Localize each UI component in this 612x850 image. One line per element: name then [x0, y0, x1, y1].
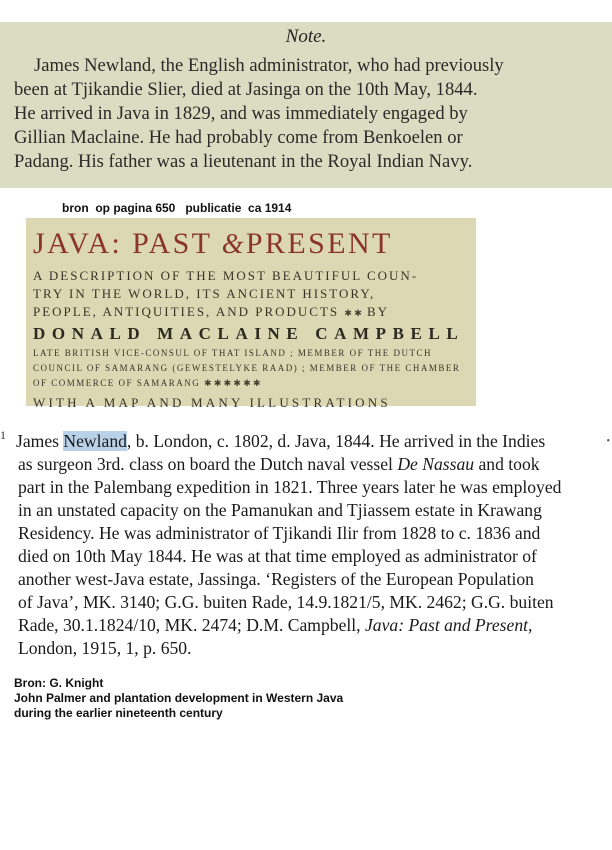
author-credentials-line — [33, 376, 468, 391]
book-description-line: A DESCRIPTION OF THE MOST BEAUTIFUL COUN- — [33, 268, 419, 283]
entry-name-prefix: James — [16, 431, 64, 451]
book-title-ampersand: & — [221, 229, 246, 260]
margin-dot-icon: • — [606, 436, 610, 447]
note-line: Gillian Maclaine. He had probably come from Benkoelen or — [14, 127, 463, 148]
ornament-icon: ✱ ✱ ✱ ✱ ✱ ✱ — [204, 378, 261, 388]
ship-name: De Nassau — [397, 454, 475, 474]
entry-line — [16, 430, 610, 453]
book-description-line: TRY IN THE WORLD, ITS ANCIENT HISTORY, — [33, 286, 376, 301]
entry-line: Residency. He was administrator of Tjikandi Ilir from 1828 to c. 1836 and — [18, 523, 541, 543]
entry-text: as surgeon 3rd. class on board the Dutch naval vessel — [18, 454, 398, 474]
entry-text: and took — [474, 454, 540, 474]
source-footer-line: John Palmer and plantation development in Western Java — [14, 691, 344, 705]
source-footer-line: Bron: G. Knight — [14, 676, 104, 690]
source-footer-line: during the earlier nineteenth century — [14, 706, 223, 720]
book-author: DONALD MACLAINE CAMPBELL — [33, 324, 465, 343]
entry-line: died on 10th May 1844. He was at that time employed as administrator of — [18, 546, 537, 566]
note-line: been at Tjikandie Slier, died at Jasinga on the 10th May, 1844. — [14, 79, 478, 100]
entry-text: Rade, 30.1.1824/10, MK. 2474; D.M. Campbell, — [18, 615, 365, 635]
book-description-text: PEOPLE, ANTIQUITIES, AND PRODUCTS — [33, 304, 340, 319]
book-title — [33, 228, 468, 261]
biographical-entry — [16, 430, 610, 660]
book-title-part1: JAVA: PAST — [33, 227, 222, 260]
entry-line: another west-Java estate, Jassinga. ‘Registers of the European Population — [18, 569, 534, 589]
entry-line: of Java’, MK. 3140; G.G. buiten Rade, 14.9.1821/5, MK. 2462; G.G. buiten — [18, 592, 554, 612]
ornament-icon: ✱ ✱ — [344, 308, 362, 318]
note-clipping — [0, 22, 612, 188]
book-description-line — [33, 303, 468, 322]
note-text — [14, 54, 598, 174]
book-title-part2: PRESENT — [245, 227, 393, 260]
source-caption: bron op pagina 650 publicatie ca 1914 — [62, 201, 292, 215]
note-line: James Newland, the English administrator, who had previously — [34, 55, 504, 76]
entry-line: in an unstated capacity on the Pamanukan and Tjiassem estate in Krawang — [18, 500, 542, 520]
book-by-label: BY — [367, 304, 390, 319]
note-title: Note. — [285, 26, 327, 47]
source-footer — [14, 676, 343, 721]
note-line: He arrived in Java in 1829, and was immediately engaged by — [14, 103, 468, 124]
note-line: Padang. His father was a lieutenant in the Royal Indian Navy. — [14, 151, 473, 172]
entry-line — [16, 614, 610, 637]
entry-line: London, 1915, 1, p. 650. — [18, 638, 192, 658]
author-credentials-text: OF COMMERCE OF SAMARANG — [33, 378, 201, 388]
entry-line: part in the Palembang expedition in 1821. Three years later he was employed — [18, 477, 562, 497]
footnote-marker: 1 — [0, 428, 6, 442]
book-illustrations-note: WITH A MAP AND MANY ILLUSTRATIONS — [33, 395, 391, 410]
book-title-page — [26, 218, 476, 410]
book-citation: Java: Past and Present, — [364, 615, 533, 635]
highlighted-name: Newland — [63, 431, 127, 451]
entry-line — [16, 453, 610, 476]
entry-text: , b. London, c. 1802, d. Java, 1844. He arrived in the Indies — [126, 431, 546, 451]
author-credentials-line: COUNCIL OF SAMARANG (GEWESTELYKE RAAD) ; MEMBER OF THE CHAMBER — [33, 363, 461, 373]
author-credentials-line: LATE BRITISH VICE-CONSUL OF THAT ISLAND ; MEMBER OF THE DUTCH — [33, 348, 433, 358]
